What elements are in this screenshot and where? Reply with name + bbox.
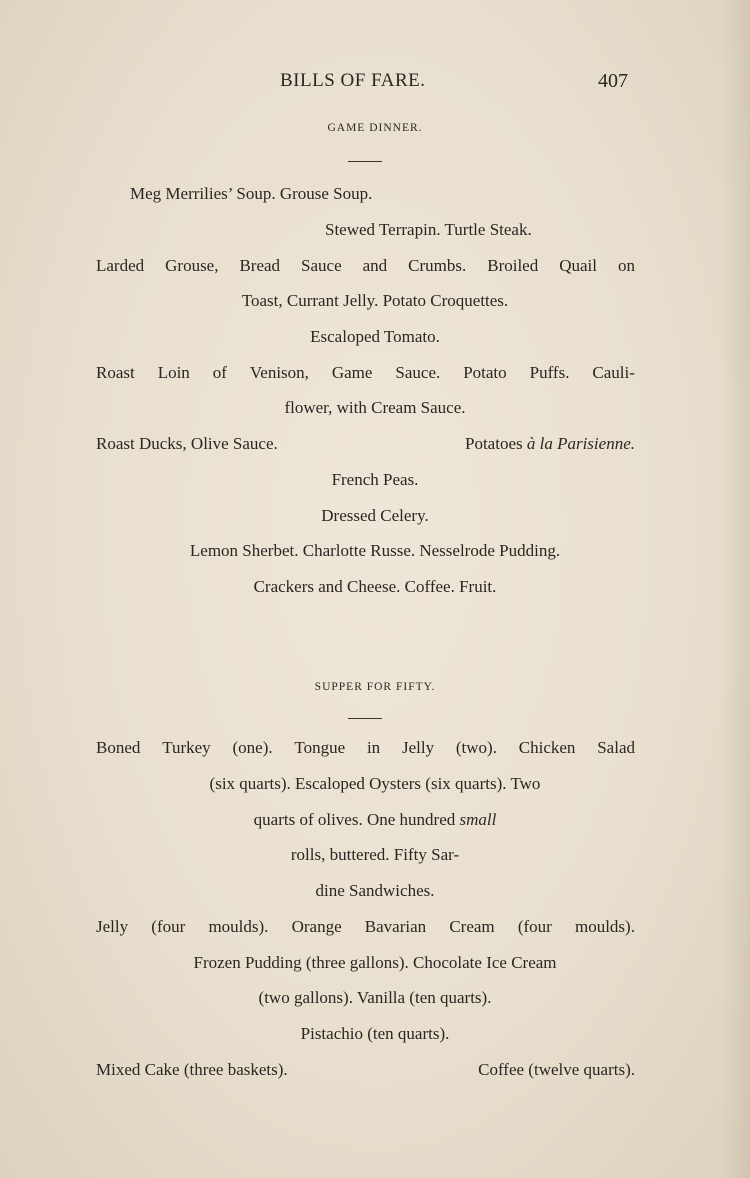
menu-line: Escaloped Tomato.: [310, 327, 440, 346]
word: Tongue: [294, 738, 346, 757]
menu-line: Lemon Sherbet. Charlotte Russe. Nesselrode Pudding.: [189, 541, 561, 560]
word: (four: [151, 917, 186, 936]
word: (one).: [232, 738, 273, 757]
word: (four: [517, 917, 552, 936]
section-rule: [348, 161, 382, 162]
menu-text: quarts of olives. One hundred: [253, 810, 460, 829]
word: Jelly: [401, 738, 435, 757]
running-head: [0, 70, 750, 98]
word: moulds).: [574, 917, 635, 936]
word: Jelly: [96, 917, 129, 936]
menu-line: Pistachio (ten quarts).: [300, 1024, 450, 1043]
menu-line-justified: [96, 361, 635, 385]
menu-text: Potatoes: [465, 434, 527, 453]
word: of: [212, 363, 227, 382]
section-rule: [348, 718, 382, 719]
menu-line-left: Roast Ducks, Olive Sauce.: [96, 434, 278, 453]
menu-line: dine Sandwiches.: [315, 881, 435, 900]
word: Cauli-: [592, 363, 635, 382]
word: and: [362, 256, 388, 275]
word: Salad: [597, 738, 635, 757]
word: (two).: [455, 738, 497, 757]
menu-line-mixed: [0, 808, 750, 832]
word: Game: [331, 363, 373, 382]
word: Orange: [291, 917, 342, 936]
menu-line-right: Coffee (twelve quarts).: [478, 1060, 635, 1079]
menu-line: Dressed Celery.: [321, 506, 429, 525]
word: Turkey: [162, 738, 211, 757]
word: Bread: [239, 256, 281, 275]
menu-line: rolls, buttered. Fifty Sar-: [290, 845, 460, 864]
menu-line: French Peas.: [331, 470, 419, 489]
menu-line: (two gallons). Vanilla (ten quarts).: [258, 988, 492, 1007]
menu-line: Stewed Terrapin. Turtle Steak.: [325, 220, 532, 239]
word: Crumbs.: [408, 256, 467, 275]
word: Broiled: [487, 256, 539, 275]
word: on: [617, 256, 635, 275]
word: Loin: [157, 363, 190, 382]
menu-text-italic: small: [459, 810, 497, 829]
word: Chicken: [518, 738, 576, 757]
word: Cream: [449, 917, 495, 936]
running-head-title: BILLS OF FARE.: [280, 70, 426, 91]
menu-line-justified: [96, 736, 635, 760]
word: Quail: [559, 256, 597, 275]
menu-line: Toast, Currant Jelly. Potato Croquettes.: [241, 291, 509, 310]
menu-line-justified: [96, 915, 635, 939]
section-title-game-dinner: GAME DINNER.: [327, 122, 423, 134]
word: Sauce.: [395, 363, 441, 382]
menu-line: Crackers and Cheese. Coffee. Fruit.: [253, 577, 497, 596]
menu-line: Meg Merrilies’ Soup. Grouse Soup.: [130, 184, 373, 203]
word: Puffs.: [529, 363, 570, 382]
menu-line-two-part: [96, 1058, 635, 1082]
menu-line-justified: [96, 254, 635, 278]
word: moulds).: [208, 917, 269, 936]
word: Boned: [96, 738, 141, 757]
word: Larded: [96, 256, 145, 275]
section-title-supper-for-fifty: SUPPER FOR FIFTY.: [314, 681, 436, 693]
word: Potato: [463, 363, 507, 382]
menu-line-two-part: [96, 432, 635, 456]
menu-text-italic: à la Parisienne.: [526, 434, 635, 453]
word: Venison,: [249, 363, 309, 382]
menu-line-left: Mixed Cake (three baskets).: [96, 1060, 288, 1079]
word: Roast: [96, 363, 135, 382]
menu-line: flower, with Cream Sauce.: [284, 398, 466, 417]
word: Sauce: [301, 256, 342, 275]
page-number: 407: [598, 70, 628, 92]
menu-line-right: [465, 432, 635, 456]
word: in: [366, 738, 381, 757]
word: Bavarian: [364, 917, 427, 936]
menu-line: (six quarts). Escaloped Oysters (six quarts). Two: [209, 774, 541, 793]
word: Grouse,: [165, 256, 219, 275]
menu-line: Frozen Pudding (three gallons). Chocolate Ice Cream: [193, 953, 557, 972]
